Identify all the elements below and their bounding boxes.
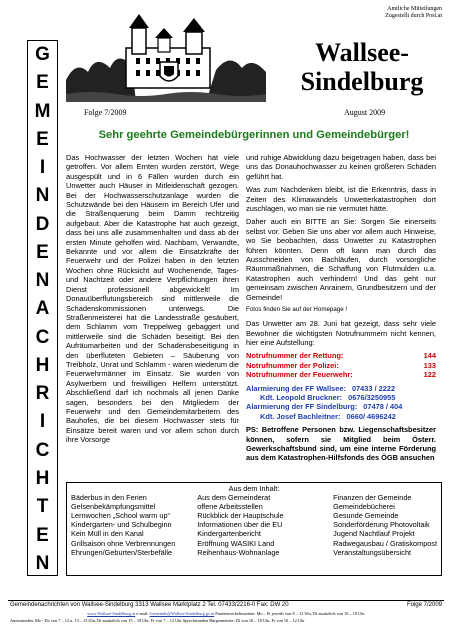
contents-item: Informationen über die EU bbox=[197, 520, 283, 530]
footer-divider bbox=[8, 600, 444, 601]
emergency-label: Notrufnummer der Feuerwehr: bbox=[246, 370, 353, 380]
alarm-number: 07478 / 404 bbox=[363, 402, 403, 412]
alarm-label: Kdt. Leopold Bruckner: bbox=[260, 392, 343, 402]
sidebar-letter: R bbox=[35, 383, 50, 405]
contents-item: Lernwochen „School warm up“ bbox=[71, 511, 170, 521]
sidebar-letter: D bbox=[35, 213, 50, 235]
contents-item: Grillsaison ohne Verbrennungen bbox=[71, 538, 176, 548]
sidebar-letter: E bbox=[36, 524, 49, 546]
contents-item: Veranstaltungsübersicht bbox=[333, 547, 412, 557]
footer-address: Gemeindenachrichten von Wallsee-Sindelburg 3313 Wallsee Marktplatz 2 Tel. 07433/2216-0 Fax: DW 20 bbox=[10, 602, 289, 608]
email-link[interactable]: Gemeinde@Wallsee-Sindelburg.gv.at bbox=[149, 611, 215, 616]
contents-item: Gemeindebücherei bbox=[333, 502, 395, 512]
office-hours: Parteienverkehrszeiten: Mo – Fr jeweils von 8 – 12 Uhr, Di zusätzlich von 16 – 18 Uhr bbox=[215, 611, 365, 616]
website-link[interactable]: www.Wallsee-Sindelburg.at bbox=[87, 611, 136, 616]
contents-column-2 bbox=[197, 493, 333, 557]
contents-item: Sonderförderung Photovoltaik bbox=[333, 520, 430, 530]
contents-item: Aus dem Gemeinderat bbox=[197, 493, 271, 503]
contents-item: Jugend Nachtlauf Projekt bbox=[333, 529, 415, 539]
headline-greeting: Sehr geehrte Gemeindebürgerinnen und Gemeindebürger! bbox=[98, 129, 410, 141]
alarm-number: 07433 / 2222 bbox=[351, 383, 396, 393]
sidebar-letter: I bbox=[39, 157, 46, 179]
emergency-number: 122 bbox=[423, 370, 436, 380]
vertical-title-gemeindenachrichten bbox=[27, 40, 58, 576]
alarm-label: Kdt. Josef Bachleitner: bbox=[260, 411, 341, 421]
alarm-label: Alarmierung der FF Sindelburg: bbox=[246, 402, 358, 412]
sidebar-letter: E bbox=[36, 72, 49, 94]
issue-date: August 2009 bbox=[344, 108, 386, 117]
sidebar-letter: I bbox=[39, 411, 46, 433]
town-name-line-1: Wallsee- bbox=[315, 38, 409, 67]
sidebar-letter: T bbox=[36, 496, 49, 518]
contents-item: Kindergarten- und Schulbeginn bbox=[71, 520, 172, 530]
sidebar-letter: N bbox=[35, 552, 50, 574]
ps-note: PS: Betroffene Personen bzw. Liegenschaftsbesitzer können, sofern sie Mitglied beim Österr. Gewerkschaftsbund sind, um eine interne Förderung aus dem Katastrophen-Hilfsfonds des ÖGB ansuchen bbox=[246, 425, 436, 463]
town-name-title bbox=[292, 38, 432, 96]
alarm-row bbox=[246, 412, 436, 421]
sidebar-letter: M bbox=[34, 100, 51, 122]
contents-item: Finanzen der Gemeinde bbox=[333, 493, 412, 503]
emergency-number: 144 bbox=[423, 351, 436, 361]
contents-title: Aus dem Inhalt: bbox=[228, 484, 280, 493]
sidebar-letter: H bbox=[35, 467, 50, 489]
sidebar-letter: E bbox=[36, 128, 49, 150]
contents-item: Kein Müll in den Kanal bbox=[71, 529, 144, 539]
sidebar-letter: C bbox=[35, 439, 50, 461]
footer-hours-line: Amtsstunden: Mo - Do von 7 – 12 u. 13 – 15 Uhr, Di zusätzlich von 15 – 18 Uhr, Fr von 7 – 12 Uhr Sprechstunden Bürgermeister: Di von 16 – 18 Uhr, Fr von 10 – 12 Uhr bbox=[10, 618, 305, 623]
contents-item: Gesunde Gemeinde bbox=[333, 511, 399, 521]
notice-line-1: Amtliche Mitteilungen bbox=[387, 6, 442, 12]
article-left-column bbox=[66, 153, 239, 449]
sidebar-letter: E bbox=[36, 241, 49, 263]
contents-item: Gelsenbekämpfungsmittel bbox=[71, 502, 156, 512]
alarm-number: 0676/3250955 bbox=[348, 392, 396, 402]
table-of-contents-box bbox=[66, 482, 442, 576]
alarm-number: 0660/ 4696242 bbox=[346, 411, 396, 421]
sidebar-letter: N bbox=[35, 185, 50, 207]
footer-issue: Folge 7/2009 bbox=[406, 602, 442, 608]
contents-item: Eröffnung WASIKI Land bbox=[197, 538, 275, 548]
contents-item: Kindergartenbericht bbox=[197, 529, 261, 539]
article-paragraph-1: und ruhige Abwicklung dazu beigetragen haben, dass bei uns das Donauhochwasser zu keinen größeren Schäden geführt hat. bbox=[246, 153, 436, 181]
contents-item: Radwegausbau / Gratiskompost bbox=[333, 538, 437, 548]
emergency-number-row bbox=[246, 370, 436, 379]
sidebar-letter: G bbox=[35, 44, 50, 65]
issue-number: Folge 7/2009 bbox=[84, 108, 127, 117]
photo-homepage-note: Fotos finden Sie auf der Homepage ! bbox=[246, 306, 348, 314]
sidebar-letter: C bbox=[35, 326, 50, 348]
emergency-numbers-list bbox=[246, 351, 436, 379]
contents-item: Ehrungen/Geburten/Sterbefälle bbox=[71, 547, 173, 557]
emergency-number-row bbox=[246, 351, 436, 360]
emergency-number-row bbox=[246, 361, 436, 370]
emergency-number: 133 bbox=[423, 360, 436, 370]
contents-column-3 bbox=[333, 493, 437, 557]
alarm-row bbox=[246, 393, 436, 402]
town-name-line-2: Sindelburg bbox=[300, 67, 424, 96]
article-right-column bbox=[246, 153, 436, 463]
sidebar-letter: N bbox=[35, 270, 50, 292]
contents-item: offene Arbeitsstellen bbox=[197, 502, 263, 512]
article-left-text: Das Hochwasser der letzten Wochen hat viele getroffen. Vor allem Ernten wurden zerstört, Wege ausgespült und in 6 Fällen wurden durch ein Unwetter auch Häuser in Mitleidenschaft gezogen. Bei der Hochwasserschutzanlage wurden die Schutzwände bei den Häusern im Bereich Ufer und die Straßenquerung beim Damm rechtzeitig aufgebaut. Aber die Katastrophe hat auch gezeigt, dass bei uns alle zusammenhalten und dass ab der ersten Minute geholfen wird. Nachbarn, Verwandte, Bekannte und vor allem die Einsatzkräfte der Feuerwehr und der Polizei haben in den letzten Wochen ohne Rücksicht auf Wochenende, Tages- und Nachtzeit oder andere Verpflichtungen ihren Dienst professionell abgewickelt! Im Donauüberflutungsbereich sind mittlerweile die Schadenskommissionen unterwegs. Die Straßenmeisterei hat die Landesstraße gesäubert, dem Schlamm vom Treppelweg gebaggert und mittlerweile sind die Schäden beseitigt. Bei den Aufräumarbeiten und der Schadensbeseitigung in den überfluteten Gebieten – Säuberung von Treibholz, Unrat und Schlamm - waren wiederum die Feuerwehrmänner im Einsatz. Sie wurden von Asylwerbern und freiwilligen Helfern unterstützt. Abschließend darf ich nochmals all jenen Danke sagen, besonders bei den Mitgliedern der Feuerwehr und den Gemeindemitarbeitern des Bauhofes, die bei diesem Hochwasser stets für Einsätze bereit waren und vor allem schon durch ihre Vorsorge bbox=[66, 153, 239, 445]
article-paragraph-4: Das Unwetter am 28. Juni hat gezeigt, dass sehr viele Bewohner die wichtigsten Notrufnummern nicht kennen, hier eine Aufstellung: bbox=[246, 319, 436, 347]
email-prefix: e-mail: bbox=[136, 611, 149, 616]
sidebar-letter: H bbox=[35, 354, 50, 376]
article-paragraph-2: Was zum Nachdenken bleibt, ist die Erkenntnis, dass in Zeiten des Klimawandels Unwetterkatastrophen dort zuschlagen, wo man sie nie vermutet hätte. bbox=[246, 185, 436, 214]
emergency-label: Notrufnummer der Rettung: bbox=[246, 351, 344, 361]
contents-column-1 bbox=[71, 493, 197, 557]
alarm-label: Alarmierung der FF Wallsee: bbox=[246, 383, 346, 393]
contents-item: Bäderbus in den Ferien bbox=[71, 493, 147, 503]
alarm-row bbox=[246, 402, 436, 411]
article-paragraph-3: Daher auch ein BITTE an Sie: Sorgen Sie einerseits selbst vor. Geben Sie uns aber vor allem auch Hinweise, wo Sie beobachten, dass Unwetter zu Katastrophen führen könnten. Denn oft kann man durch das Ausschneiden von Bachläufen, durch vorsorgliche Räummaßnahmen, die Schaffung von Flutmulden u.a. Katastrophen auch verhindern! Und das geht nur gemeinsam zwischen Anrainern, Grundbesitzern und der Gemeinde! bbox=[246, 217, 436, 302]
contents-item: Reihenhaus-Wohnanlage bbox=[197, 547, 280, 557]
alarm-row bbox=[246, 384, 436, 393]
postal-notice bbox=[352, 6, 442, 20]
contents-item: Rückblick der Hauptschule bbox=[197, 511, 284, 521]
fire-brigade-alarm-list bbox=[246, 384, 436, 422]
sidebar-letter: A bbox=[35, 298, 50, 320]
emergency-label: Notrufnummer der Polizei: bbox=[246, 360, 339, 370]
footer-address-line bbox=[10, 602, 442, 609]
footer-contact-line bbox=[10, 611, 442, 617]
town-coat-of-arms-and-castle-logo bbox=[66, 10, 266, 102]
notice-line-2: Zugestellt durch Post.at bbox=[385, 13, 442, 19]
